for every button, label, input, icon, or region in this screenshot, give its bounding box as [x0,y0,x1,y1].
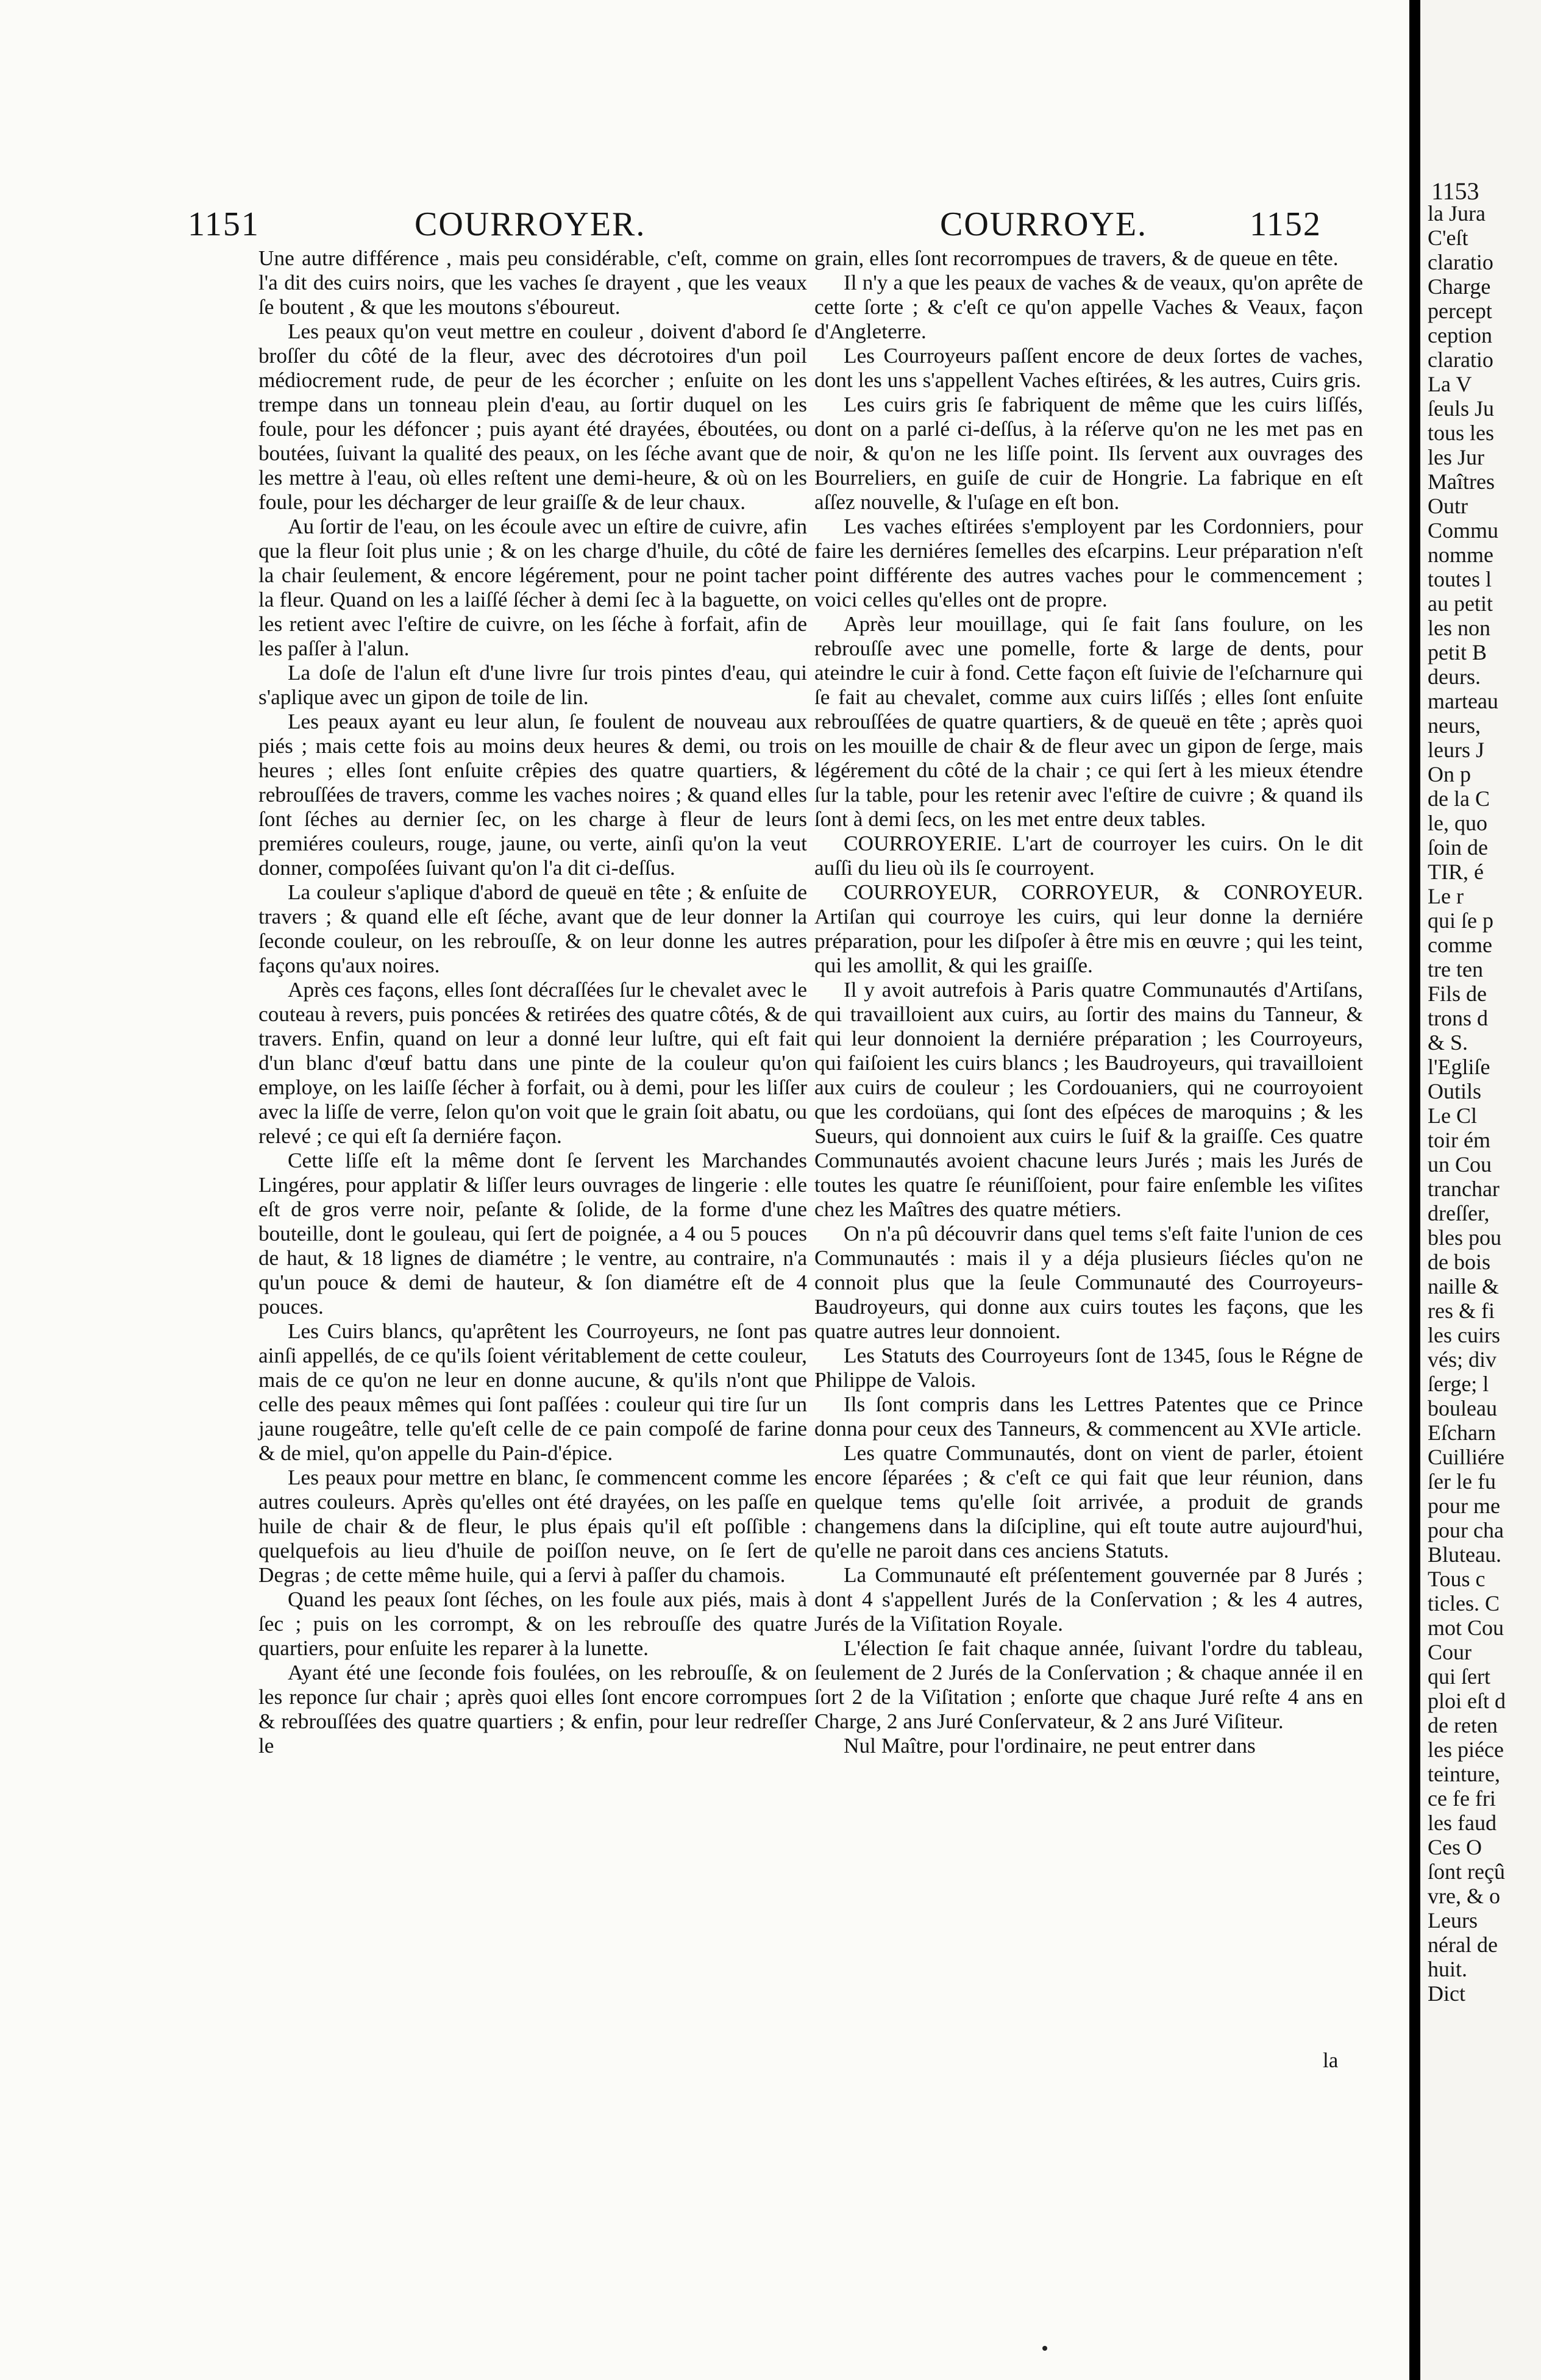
fragment-line: tre ten [1428,957,1483,982]
fragment-line: pour me [1428,1494,1500,1518]
right-paragraph: COURROYEUR, CORROYEUR, & CONROYEUR. Artiſan qui courroye les cuirs, qui leur donne la derniére préparation, pour les diſpoſer à être mis en œuvre ; qui les teint, qui les amollit, & qui les graiſſe. [814,880,1363,977]
fragment-line: Bluteau. [1428,1542,1501,1567]
next-page-edge [1420,0,1541,2380]
fragment-line: Cour [1428,1640,1472,1664]
fragment-line: la Jura [1428,201,1486,226]
fragment-line: bouleau [1428,1396,1497,1420]
left-paragraph: Au ſortir de l'eau, on les écoule avec un eſtire de cuivre, afin que la fleur ſoit plus unie ; & on les charge d'huile, du côté de la chair ſeulement, & encore légérement, pour ne point tacher la fleur. Quand on les a laiſſé ſécher à demi ſec à la baguette, on les retient avec l'eſtire de cuivre, on les ſéche à forfait, afin de les paſſer à l'alun. [258,515,807,660]
fragment-line: les Jur [1428,445,1484,469]
fragment-line: Cuilliére [1428,1445,1504,1469]
fragment-line: un Cou [1428,1152,1492,1177]
right-paragraph: Les Statuts des Courroyeurs ſont de 1345, ſous le Régne de Philippe de Valois. [814,1344,1363,1392]
fragment-line: néral de [1428,1933,1498,1957]
fragment-line: de bois [1428,1250,1490,1274]
fragment-line: les faud [1428,1811,1497,1835]
fragment-line: neurs, [1428,713,1481,738]
fragment-line: ce fe fri [1428,1786,1496,1811]
fragment-line: Fils de [1428,982,1487,1006]
fragment-line: les cuirs [1428,1323,1500,1347]
right-text-column [814,246,1363,1758]
fragment-line: trons d [1428,1006,1488,1030]
fragment-line: leurs J [1428,738,1484,762]
right-paragraph: Les Courroyeurs paſſent encore de deux ſortes de vaches, dont les uns s'appellent Vaches eſtirées, & les autres, Cuirs gris. [814,344,1363,392]
left-paragraph: Les peaux ayant eu leur alun, ſe foulent de nouveau aux piés ; mais cette fois au moins deux heures & demi, ou trois heures ; elles ſont enſuite crêpies des quatre quartiers, & rebrouſſées de travers, comme les vaches noires ; & quand elles ſont ſéches au dernier ſec, on les charge à fleur de leurs premiéres couleurs, rouge, jaune, ou verte, ainſi qu'on la veut donner, compoſées ſuivant qu'on l'a dit ci-deſſus. [258,710,807,880]
fragment-line: marteau [1428,689,1498,713]
left-paragraph: Quand les peaux ſont ſéches, on les foule aux piés, mais à ſec ; puis on les corrompt, & on les rebrouſſe des quatre quartiers, pour enſuite les reparer à la lunette. [258,1587,807,1660]
left-paragraph: La couleur s'aplique d'abord de queuë en tête ; & enſuite de travers ; & quand elle eſt ſéche, avant que de leur donner la ſeconde couleur, on les rebrouſſe, & on leur donne les autres façons qu'aux noires. [258,880,807,977]
left-paragraph: Les peaux qu'on veut mettre en couleur , doivent d'abord ſe broſſer du côté de la fleur, avec des décrotoires d'un poil médiocrement rude, de peur de les écorcher ; enſuite on les trempe dans un tonneau plein d'eau, au ſortir duquel on les foule, pour les défoncer ; puis ayant été drayées, éboutées, ou boutées, ſuivant la qualité des peaux, on les ſéche avant que de les mettre à l'eau, où elles reſtent une demi-heure, & où on les foule, pour les décharger de leur graiſſe & de leur chaux. [258,319,807,514]
fragment-line: tranchar [1428,1177,1500,1201]
right-paragraph: Les quatre Communautés, dont on vient de parler, étoient encore ſéparées ; & c'eſt ce qui fait que leur réunion, dans quelque tems qu'elle ſoit arrivée, a produit de grands changemens dans la diſcipline, qui eſt toute autre aujourd'hui, qu'elle ne paroit dans ces anciens Statuts. [814,1441,1363,1562]
right-running-title: COURROYE. [940,205,1148,243]
fragment-line: mot Cou [1428,1616,1504,1640]
fragment-line: ſer le fu [1428,1469,1496,1494]
next-page-number: 1153 [1431,177,1479,205]
left-running-title: COURROYER. [415,205,646,243]
catchword: la [1323,2048,1339,2072]
right-paragraph: Après leur mouillage, qui ſe fait ſans foulure, on les rebrouſſe avec une pomelle, forte & large de dents, pour ateindre le cuir à fond. Cette façon eſt ſuivie de l'eſcharnure qui ſe fait au chevalet, comme aux cuirs liſſés ; elles ſont enſuite rebrouſſées de quatre quartiers, & de queuë en tête ; après quoi on les mouille de chair & de fleur avec un gipon de ſerge, mais légérement du côté de la chair ; ce qui ſert à les mieux étendre ſur la table, pour les retenir avec l'eſtire de cuivre ; & quand ils ſont à demi ſecs, on les met entre deux tables. [814,612,1363,831]
fragment-line: ſerge; l [1428,1372,1489,1396]
fragment-line: les non [1428,616,1490,640]
fragment-line: Le r [1428,884,1464,908]
fragment-line: toutes l [1428,567,1492,591]
fragment-line: Charge [1428,274,1491,299]
fragment-line: toir ém [1428,1128,1490,1152]
fragment-line: Le Cl [1428,1103,1477,1128]
fragment-line: ticles. C [1428,1591,1500,1616]
fragment-line: claratio [1428,347,1493,372]
fragment-line: C'eſt [1428,226,1468,250]
right-paragraph: Il n'y a que les peaux de vaches & de veaux, qu'on aprête de cette ſorte ; & c'eſt ce qu'on appelle Vaches & Veaux, façon d'Angleterre. [814,271,1363,343]
fragment-line: Leurs [1428,1908,1478,1933]
fragment-line: bles pou [1428,1225,1501,1250]
fragment-line: La V [1428,372,1472,396]
right-paragraph: grain, elles ſont recorrompues de travers, & de queue en tête. [814,246,1339,270]
fragment-line: ſont reçû [1428,1859,1505,1884]
right-paragraph: Les vaches eſtirées s'employent par les Cordonniers, pour faire les derniéres ſemelles des eſcarpins. Leur préparation n'eſt point différente des autres vaches pour le commencement ; voici celles qu'elles ont de propre. [814,515,1363,611]
fragment-line: le, quo [1428,811,1487,835]
fragment-line: pour cha [1428,1518,1504,1542]
fragment-line: comme [1428,933,1492,957]
fragment-line: vre, & o [1428,1884,1500,1908]
right-paragraph: Nul Maître, pour l'ordinaire, ne peut entrer dans [844,1734,1256,1758]
fragment-line: Commu [1428,518,1499,543]
fragment-line: vés; div [1428,1347,1497,1372]
fragment-line: ſoin de [1428,835,1488,860]
fragment-line: petit B [1428,640,1487,664]
fragment-line: Maîtres [1428,469,1495,494]
fragment-line: ception [1428,323,1492,347]
fragment-line: de reten [1428,1713,1498,1737]
fragment-line: huit. [1428,1957,1468,1981]
right-paragraph: Il y avoit autrefois à Paris quatre Communautés d'Artiſans, qui travailloient aux cuirs, au ſortir des mains du Tanneur, & qui leur donnoient la derniére préparation ; les Courroyeurs, qui faiſoient les cuirs blancs ; les Baudroyeurs, qui travailloient aux cuirs de couleur ; les Cordouaniers, qui ne courroyoient que les cordoüans, qui ſont des eſpéces de maroquins ; & les Sueurs, qui donnoient aux cuirs le ſuif & la graiſſe. Ces quatre Communautés avoient chacune leurs Jurés ; mais les Jurés de toutes les quatre ſe réuniſſoient, pour faire enſemble les viſites chez les Maîtres des quatre métiers. [814,978,1363,1221]
left-paragraph: Les peaux pour mettre en blanc, ſe commencent comme les autres couleurs. Après qu'elles ont été drayées, on les paſſe en huile de chair & de fleur, le plus épais qu'il eſt poſſible : quelquefois au lieu d'huile de poiſſon neuve, on ſe ſert de Degras ; de cette même huile, qui a ſervi à paſſer du chamois. [258,1466,807,1587]
left-paragraph: Une autre différence , mais peu considérable, c'eſt, comme on l'a dit des cuirs noirs, que les vaches ſe drayent , que les veaux ſe boutent , & que les moutons s'éboureut. [258,246,807,319]
left-paragraph: Cette liſſe eſt la même dont ſe ſervent les Marchandes Lingéres, pour applatir & liſſer leurs ouvrages de lingerie : elle eſt de gros verre noir, peſante & ſolide, de la forme d'une bouteille, dont le gouleau, qui ſert de poignée, a 4 ou 5 pouces de haut, & 18 lignes de diamétre ; le ventre, au contraire, n'a qu'un pouce & demi de hauteur, & ſon diamétre eſt de 4 pouces. [258,1149,807,1319]
next-page-fragments [1428,201,1541,2006]
fragment-line: nomme [1428,543,1493,567]
fragment-line: Outr [1428,494,1468,518]
right-paragraph: Ils ſont compris dans les Lettres Patentes que ce Prince donna pour ceux des Tanneurs, & commencent au XVIe article. [814,1392,1363,1441]
page-speck [1042,2346,1047,2351]
fragment-line: de la C [1428,786,1490,811]
gutter-shadow [1409,0,1420,2380]
left-text-column [258,246,807,1758]
fragment-line: qui ſert [1428,1664,1490,1689]
right-paragraph: On n'a pû découvrir dans quel tems s'eſt faite l'union de ces Communautés : mais il y a déja plusieurs ſiécles qu'on ne connoit plus que la ſeule Communauté des Courroyeurs-Baudroyeurs, qui donne aux cuirs toutes les façons, que les quatre autres leur donnoient. [814,1222,1363,1343]
right-paragraph: Les cuirs gris ſe fabriquent de même que les cuirs liſſés, dont on a parlé ci-deſſus, à la réſerve qu'on ne les met pas en noir, & qu'on ne les liſſe point. Ils ſervent aux ouvrages des Bourreliers, en guiſe de cuir de Hongrie. La fabrique en eſt aſſez nouvelle, & l'uſage en eſt bon. [814,393,1363,514]
fragment-line: Tous c [1428,1567,1486,1591]
fragment-line: au petit [1428,591,1493,616]
right-paragraph: COURROYERIE. L'art de courroyer les cuirs. On le dit auſſi du lieu où ils ſe courroyent. [814,832,1363,880]
left-page-number: 1151 [188,205,260,243]
fragment-line: Eſcharn [1428,1420,1496,1445]
fragment-line: les piéce [1428,1737,1504,1762]
right-paragraph: L'élection ſe fait chaque année, ſuivant l'ordre du tableau, ſeulement de 2 Jurés de la Conſervation ; & chaque année il en ſort 2 de la Viſitation ; enſorte que chaque Juré reſte 4 ans en Charge, 2 ans Juré Conſervateur, & 2 ans Juré Viſiteur. [814,1636,1363,1733]
right-paragraph: La Communauté eſt préſentement gouvernée par 8 Jurés ; dont 4 s'appellent Jurés de la Conſervation ; & les 4 autres, Jurés de la Viſitation Royale. [814,1563,1363,1636]
fragment-line: dreſſer, [1428,1201,1490,1225]
left-paragraph: La doſe de l'alun eſt d'une livre ſur trois pintes d'eau, qui s'aplique avec un gipon de toile de lin. [258,661,807,709]
fragment-line: l'Egliſe [1428,1055,1490,1079]
left-paragraph: Ayant été une ſeconde fois foulées, on les rebrouſſe, & on les reponce ſur chair ; après quoi elles ſont encore corrompues & rebrouſſées des quatre quartiers ; & enfin, pour leur redreſſer le [258,1661,807,1758]
fragment-line: ſeuls Ju [1428,396,1495,421]
fragment-line: qui ſe p [1428,908,1493,933]
fragment-line: ploi eſt d [1428,1689,1506,1713]
fragment-line: res & fi [1428,1299,1495,1323]
right-page-number: 1152 [1250,205,1322,243]
fragment-line: TIR, é [1428,860,1484,884]
fragment-line: naille & [1428,1274,1499,1299]
fragment-line: & S. [1428,1030,1468,1055]
fragment-line: Outils [1428,1079,1482,1103]
fragment-line: Ces O [1428,1835,1482,1859]
fragment-line: tous les [1428,421,1495,445]
fragment-line: percept [1428,299,1492,323]
left-paragraph: Après ces façons, elles ſont décraſſées ſur le chevalet avec le couteau à revers, puis poncées & retirées des quatre côtés, & de travers. Enfin, quand on leur a donné leur luſtre, qui eſt fait d'un blanc d'œuf battu dans une pinte de la couleur qu'on employe, on les laiſſe ſécher à forfait, ou à demi, pour les liſſer avec la liſſe de verre, ſelon qu'on voit que le grain ſoit abatu, ou relevé ; ce qui eſt ſa derniére façon. [258,978,807,1148]
fragment-line: On p [1428,762,1471,786]
left-paragraph: Les Cuirs blancs, qu'aprêtent les Courroyeurs, ne ſont pas ainſi appellés, de ce qu'ils ſoient véritablement de cette couleur, mais de ce qu'on ne leur en donne aucune, & qu'ils n'ont que celle des peaux mêmes qui ſont paſſées : couleur qui tire ſur un jaune rougeâtre, telle qu'eſt celle de ce pain compoſé de farine & de miel, qu'on appelle du Pain-d'épice. [258,1319,807,1465]
fragment-line: Dict [1428,1981,1465,2006]
fragment-line: deurs. [1428,664,1481,689]
fragment-line: teinture, [1428,1762,1500,1786]
fragment-line: claratio [1428,250,1493,274]
